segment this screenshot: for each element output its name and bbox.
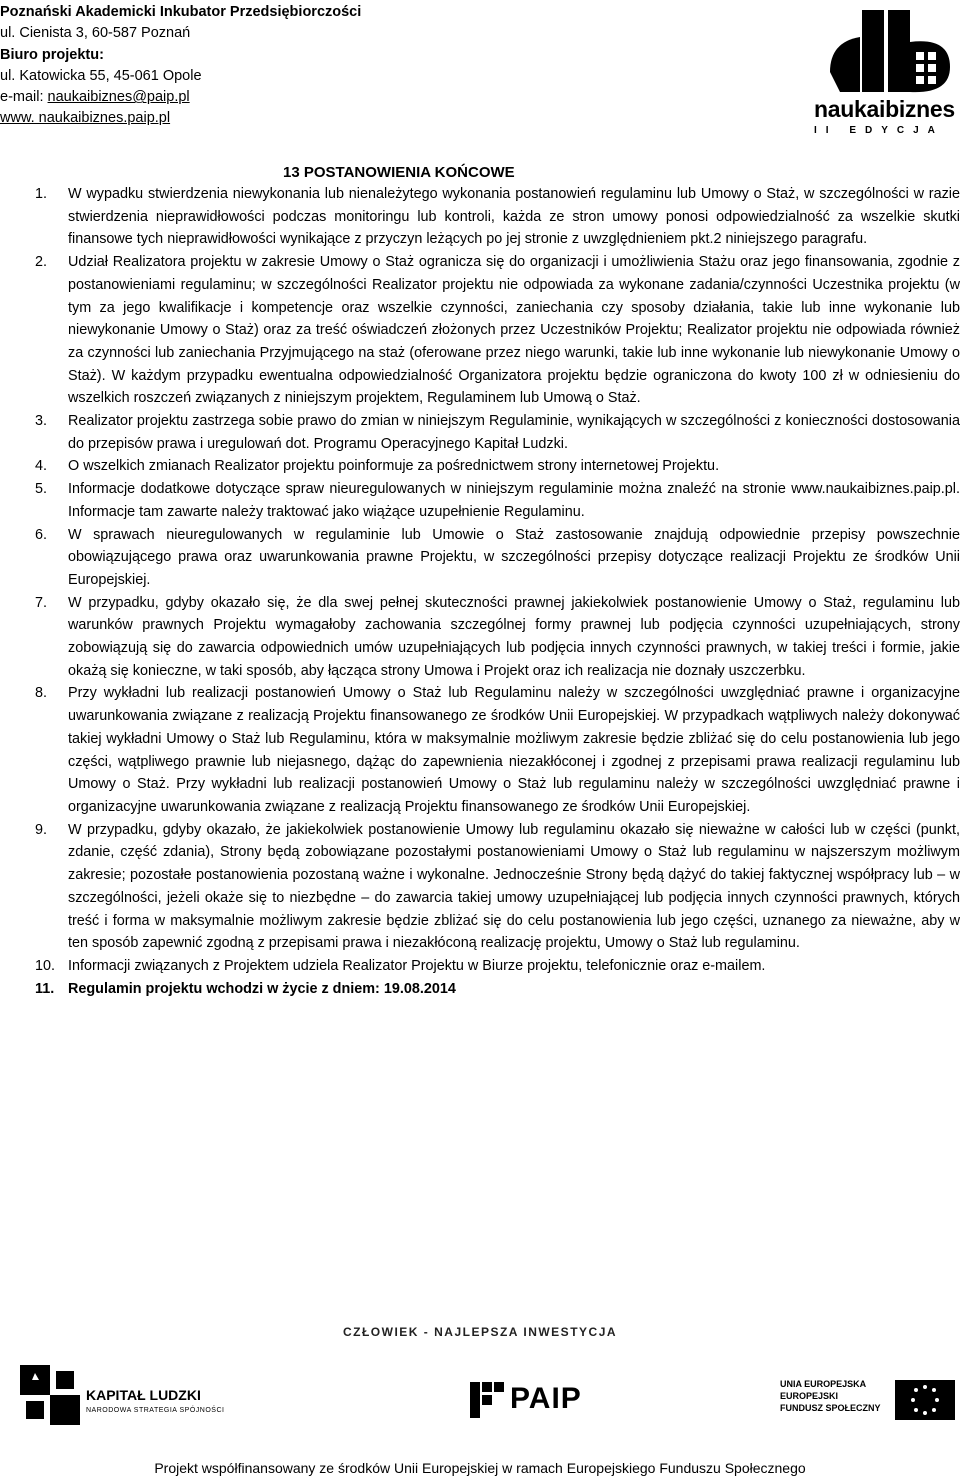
paip-logo [470,1380,580,1420]
org-address: ul. Cienista 3, 60-587 Poznań [0,25,191,42]
provision-number: 10. [35,957,56,974]
provision-item [0,819,960,955]
provision-text: Udział Realizatora projektu w zakresie Umowy o Staż ogranicza się do organizacji i umożliwienia Stażu oraz jego finansowania, zgodnie z postanowieniami regulaminu; w szczególności Realizator projektu nie odpowiada za wykonane zadania/czynności Uczestnika projektu (w tym za jego kwalifikacje i kompetencje oraz wszelkie czynności, zaniechania czy sposoby działania, takie lub inne wykonanie lub niewykonanie Umowy o Staż) oraz za treść oświadczeń złożonych przez Uczestników Projektu; Realizator projektu nie odpowiada również za czynności lub zaniechania Przyjmującego na staż (oferowane przez niego warunki, takie lub inne wykonanie lub niewykonanie Umowy o Staż). W każdym przypadku ewentualna odpowiedzialność Organizatora projektu będzie ograniczona do kwoty 100 zł w odniesieniu do wszelkich roszczeń związanych z niniejszym projektem, Regulaminem lub Umową o Staż. [68,254,960,407]
provision-number: 9. [35,821,48,838]
provision-item [0,455,960,478]
provision-item [0,682,960,818]
email-label: e-mail: [0,89,48,106]
provision-text: W przypadku, gdyby okazało się, że dla swej pełnej skuteczności prawnej jakiekolwiek postanowienie Umowy o Staż, regulaminu lub warunków prawnych Projektu wymagałoby zachowania szczególnej formy prawnej lub podjęcia czynności uzupełniających, strony zobowiązują się do zawarcia odpowiednich umów uzupełniających lub podjęcia innych czynności prawnych, w takiej treści i formie, jakie okażą się konieczne, w taki sposób, aby łącząca strony Umowa i Projekt oraz ich realizacja nie doznały uszczerbku. [68,594,960,679]
provision-number: 8. [35,685,48,702]
provision-number: 2. [35,254,48,271]
provision-text: O wszelkich zmianach Realizator projektu poinformuje za pośrednictwem strony internetowej Projektu. [68,458,720,475]
eu-line-2: EUROPEJSKI [780,1391,839,1401]
eu-flag-icon [895,1380,955,1420]
provision-text: W wypadku stwierdzenia niewykonania lub nienależytego wykonania postanowień regulaminu lub Umowy o Staż, w szczególności w razie stwierdzenia nieprawidłowości podczas monitoringu lub kontroli, każda ze stron umowy ponosi odpowiedzialność za wszelkie skutki finansowe tych nieprawidłowości wynikające z przyczyn leżących po jej stronie z uwzględnieniem pkt.2 niniejszego paragrafu. [68,186,960,248]
provision-text: Przy wykładni lub realizacji postanowień Umowy o Staż lub Regulaminu należy w szczególności uwzględniać prawne i organizacyjne uwarunkowania związane z realizacją Projektu finansowanego ze środków Unii Europejskiej. W przypadkach wątpliwych należy dokonywać takiej wykładni Umowy o Staż lub Regulaminu, która w maksymalnie możliwym zakresie będzie zbliżać się do celu postanowienia lub jego części, wątpliwego prawnie lub niejasnego, dążąc do zapewnienia niezakłóconej i zgodnej z przepisami prawa realizacji regulaminu lub Umowy o Staż. Przy wykładni lub realizacji postanowień Umowy o Staż lub regulaminu należy w szczególności uwzględniać prawne i organizacyjne uwarunkowania związane z realizacją Projektu finansowanego ze środków Unii Europejskiej. [68,685,960,815]
kapital-ludzki-subtitle: NARODOWA STRATEGIA SPÓJNOŚCI [86,1407,225,1414]
footer-cofinancing-note: Projekt współfinansowany ze środków Unii Europejskiej w ramach Europejskiego Funduszu Społecznego [154,1460,806,1476]
provision-number: 3. [35,413,48,430]
kapital-ludzki-logo [20,1365,230,1425]
provisions-list [0,183,960,1000]
provision-item [0,955,960,978]
provision-text: Regulamin projektu wchodzi w życie z dniem: 19.08.2014 [68,980,456,997]
naukaibiznes-logo [810,2,960,138]
provision-text: W przypadku, gdyby okazało, że jakiekolwiek postanowienie Umowy lub regulaminu okazało się nieważne w całości lub w części (punkt, zdanie, część zdania), Strony będą zobowiązane pozostałymi postanowieniami Umowy o Staż lub regulaminu w najszerszym możliwym zakresie; pozostałe postanowienia pozostaną ważne i wykonalne. Jednocześnie Strony będą dążyć do takiej faktycznej współpracy lub – w szczególności, jeżeli okaże się to niezbędne – do zawarcia takiej umowy uzupełniającej lub podjęcia innych czynności prawnych, których treść i forma w maksymalnie możliwym zakresie będzie zbliżać się do celu postanowienia lub jego części, uznanego za nieważne, aby w ten sposób zapewnić zgodną z przepisami prawa i niezakłóconą realizację projektu, Umowy o Staż lub regulaminu. [68,821,960,952]
nb-logo-icon [810,2,960,98]
provision-text: Realizator projektu zastrzega sobie prawo do zmian w niniejszym Regulaminie, wynikających w szczególności z konieczności dostosowania do przepisów prawa i uregulowań dot. Programu Operacyjnego Kapitał Ludzki. [68,413,960,452]
eu-logo [780,1378,960,1428]
provision-number: 7. [35,594,48,611]
logo-wordmark: naukaibiznes [814,96,955,122]
email-link[interactable]: naukaibiznes@paip.pl [47,89,190,106]
provision-item [0,524,960,592]
eu-line-3: FUNDUSZ SPOŁECZNY [780,1403,881,1413]
provision-text: Informacje dodatkowe dotyczące spraw nieuregulowanych w niniejszym regulaminie można znaleźć na stronie www.naukaibiznes.paip.pl. Informacje tam zawarte należy traktować jako wiążące uzupełnienie Regulaminu. [68,481,960,520]
section-title: 13 POSTANOWIENIA KOŃCOWE [283,164,515,181]
logo-edition: II EDYCJA [814,125,944,136]
email-line [0,87,800,108]
provision-number: 1. [35,186,48,202]
paip-mark-icon [470,1382,506,1418]
office-label: Biuro projektu: [0,46,104,63]
provision-item [0,410,960,455]
provision-text: W sprawach nieuregulowanych w regulaminie lub Umowie o Staż zastosowanie znajdują odpowiednie przepisy powszechnie obowiązującego prawa oraz uwarunkowania prawne Projektu, w szczególności przepisy dotyczące realizacji Projektu ze środków Unii Europejskiej. [68,526,960,588]
provision-number: 6. [35,526,48,543]
eu-text [780,1378,881,1414]
paip-wordmark: PAIP [510,1382,582,1415]
provision-item [0,251,960,410]
website-link[interactable]: www. naukaibiznes.paip.pl [0,110,171,127]
document-header [0,2,800,130]
provision-number: 11. [35,980,55,997]
footer-slogan: CZŁOWIEK - NAJLEPSZA INWESTYCJA [342,1325,618,1339]
eu-line-1: UNIA EUROPEJSKA [780,1379,867,1389]
org-name: Poznański Akademicki Inkubator Przedsiębiorczości [0,4,362,20]
website-line [0,108,800,129]
provision-number: 4. [35,458,48,475]
provision-number: 5. [35,481,48,498]
office-address: ul. Katowicka 55, 45-061 Opole [0,67,202,84]
kapital-ludzki-title: KAPITAŁ LUDZKI [86,1387,201,1403]
provision-item [0,978,960,1001]
provision-item [0,183,960,251]
provision-text: Informacji związanych z Projektem udziela Realizator Projektu w Biurze projektu, telefonicznie oraz e-mailem. [68,957,766,974]
provision-item [0,592,960,683]
provision-item [0,478,960,523]
kapital-ludzki-emblem-icon [20,1365,80,1425]
